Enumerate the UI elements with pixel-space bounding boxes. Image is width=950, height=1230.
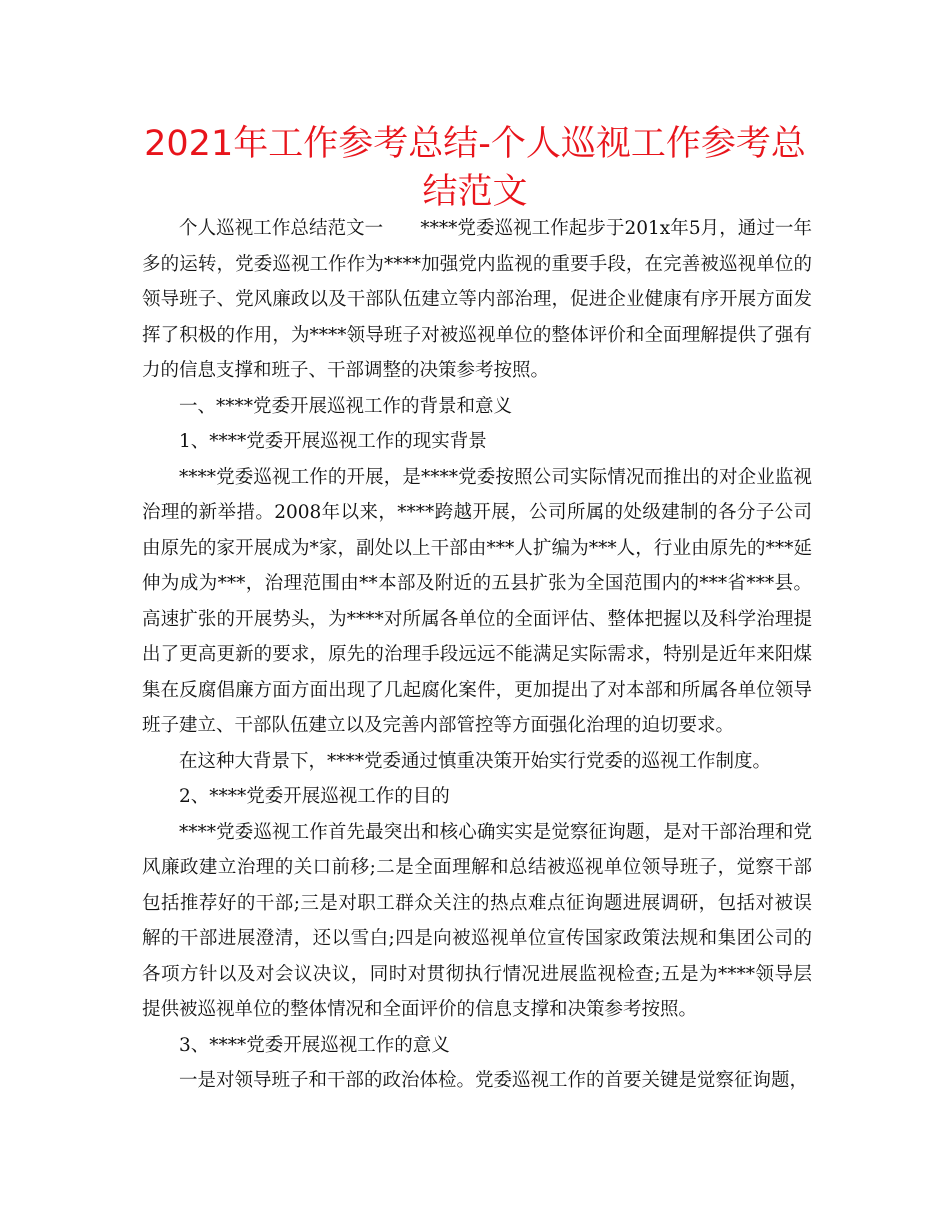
paragraph: ****党委巡视工作的开展，是****党委按照公司实际情况而推出的对企业监视治理的新举措。2008年以来，****跨越开展，公司所属的处级建制的各分子公司由原先的家开展成为*家，副处以上干部由***人扩编为***人，行业由原先的***延伸为成为***，治理范围由**本部及附近的五县扩张为全国范围内的***省***县。高速扩张的开展势头，为****对所属各单位的全面评估、整体把握以及科学治理提出了更高更新的要求，原先的治理手段远远不能满足实际需求，特别是近年来阳煤集在反腐倡廉方面方面出现了几起腐化案件，更加提出了对本部和所属各单位领导班子建立、干部队伍建立以及完善内部管控等方面强化治理的迫切要求。 <box>142 466 812 736</box>
paragraph: 一是对领导班子和干部的政治体检。党委巡视工作的首要关键是觉察征询题， <box>179 1070 809 1091</box>
paragraph: 个人巡视工作总结范文一 ****党委巡视工作起步于201x年5月，通过一年多的运转，党委巡视工作作为****加强党内监视的重要手段，在完善被巡视单位的领导班子、党风廉政以及干部队伍建立等内部治理，促进企业健康有序开展方面发挥了积极的作用，为****领导班子对被巡视单位的整体评价和全面理解提供了强有力的信息支撑和班子、干部调整的决策参考按照。 <box>142 218 812 381</box>
subsection-heading: 3、****党委开展巡视工作的意义 <box>179 1034 450 1056</box>
paragraph: ****党委巡视工作首先最突出和核心确实实是觉察征询题，是对干部治理和党风廉政建立治理的关口前移;二是全面理解和总结被巡视单位领导班子，觉察干部包括推荐好的干部;三是对职工群众关注的热点难点征询题进展调研，包括对被误解的干部进展澄清，还以雪白;四是向被巡视单位宣传国家政策法规和集团公司的各项方针以及对会议决议，同时对贯彻执行情况进展监视检查;五是为****领导层提供被巡视单位的整体情况和全面评价的信息支撑和决策参考按照。 <box>142 821 812 1020</box>
document-title: 2021年工作参考总结-个人巡视工作参考总结范文 <box>144 124 806 212</box>
document-body <box>142 211 812 1099</box>
subsection-heading: 2、****党委开展巡视工作的目的 <box>179 786 450 807</box>
section-heading: 一、****党委开展巡视工作的背景和意义 <box>179 395 513 417</box>
subsection-heading: 1、****党委开展巡视工作的现实背景 <box>179 431 487 452</box>
paragraph: 在这种大背景下，****党委通过慎重决策开始实行党委的巡视工作制度。 <box>179 750 772 772</box>
